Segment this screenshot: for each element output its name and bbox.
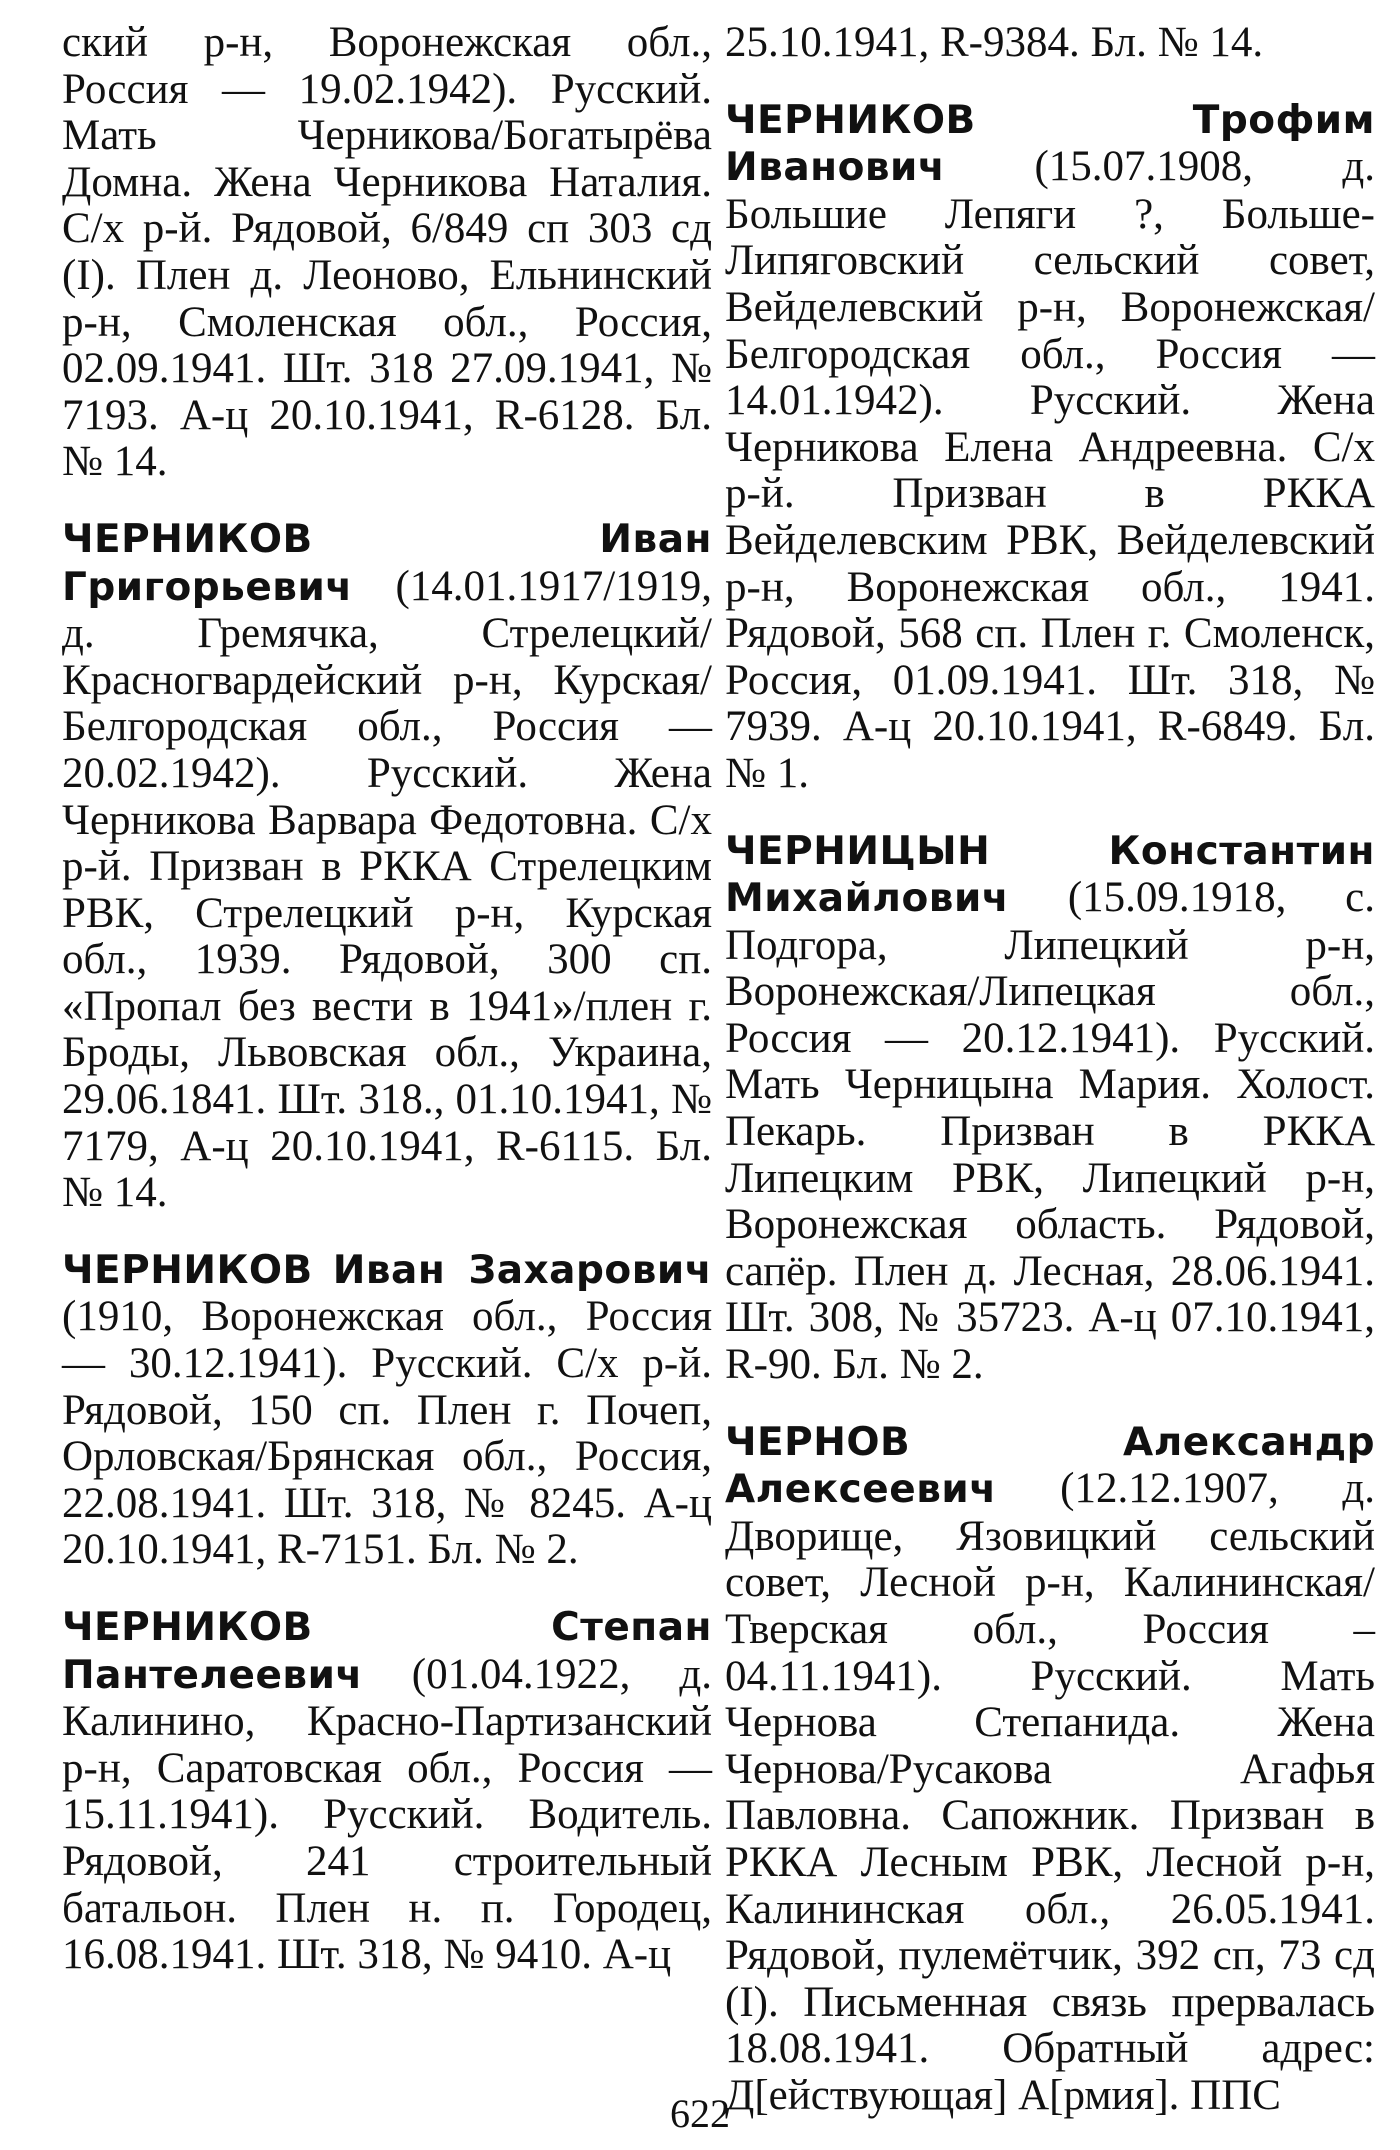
entry-text: (1910, Воронежская обл., Россия — 30.12.1941). Русский. С/х р-й. Рядовой, 150 сп. Плен г. Почеп, Орловская/Брянская обл., Россия, 22.08.1941. Шт. 318, № 8245. А-ц 20.10.1941, R-7151. Бл. № 2. — [62, 1293, 712, 1574]
entry-text: (14.01.1917/1919, д. Гремячка, Стрелецкий/Красногвардейский р-н, Курская/Белгородская обл., Россия — 20.02.1942). Русский. Жена Черникова Варвара Федотовна. С/х р-й. Призван в РККА Стрелецким РВК, Стрелецкий р-н, Курская обл., 1939. Рядовой, 300 сп. «Пропал без вести в 1941»/плен г. Броды, Львовская обл., Украина, 29.06.1841. Шт. 318., 01.10.1941, № 7179, А-ц 20.10.1941, R-6115. Бл. № 14. — [62, 562, 712, 1217]
entry-text: (01.04.1922, д. Калинино, Красно-Партизанский р-н, Саратовская обл., Россия — 15.11.1941). Русский. Водитель. Рядовой, 241 строительный батальон. Плен н. п. Городец, 16.08.1941. Шт. 318, № 9410. А-ц — [62, 1650, 713, 1979]
entry-given-name: Иван Захарович — [332, 1247, 712, 1293]
entry-given-name: Трофим Иванович — [725, 97, 1375, 191]
continued-entry — [62, 20, 712, 486]
entry-given-name: Степан Пантелеевич — [62, 1605, 712, 1698]
entry-chernikov-ivan-grigorievich — [62, 516, 712, 1217]
continued-entry — [725, 20, 1375, 67]
entry-surname: ЧЕРНИКОВ — [62, 1605, 313, 1650]
entry-surname: ЧЕРНИКОВ — [62, 1247, 313, 1293]
left-column — [62, 20, 712, 2009]
entry-text: 25.10.1941, R-9384. Бл. № 14. — [725, 19, 1264, 66]
entry-surname: ЧЕРНОВ — [725, 1419, 911, 1465]
entry-surname: ЧЕРНИКОВ — [725, 97, 976, 143]
page-number: 622 — [670, 2091, 730, 2136]
entry-chernikov-ivan-zakharovich — [62, 1247, 712, 1574]
entry-given-name: Иван Григорьевич — [62, 516, 712, 610]
right-column — [725, 20, 1375, 2150]
entry-text: (15.07.1908, д. Большие Лепяги ?, Больше-Липяговский сельский совет, Вейделевский р-н, Воронежская/Белгородская обл., Россия — 14.01.1942). Русский. Жена Черникова Елена Андреевна. С/х р-й. Призван в РККА Вейделевским РВК, Вейделевский р-н, Воронежская обл., 1941. Рядовой, 568 сп. Плен г. Смоленск, Россия, 01.09.1941. Шт. 318, № 7939. А-ц 20.10.1941, R-6849. Бл. № 1. — [725, 143, 1375, 797]
entry-chernikov-trofim-ivanovich — [725, 97, 1375, 798]
entry-text: (12.12.1907, д. Дворище, Язовицкий сельский совет, Лесной р-н, Калининская/Тверская обл., Россия – 04.11.1941). Русский. Мать Чернова Степанида. Жена Чернова/Русакова Агафья Павловна. Сапожник. Призван в РККА Лесным РВК, Лесной р-н, Калининская обл., 26.05.1941. Рядовой, пулемётчик, 392 сп, 73 сд (I). Письменная связь прервалась 18.08.1941. Обратный адрес: Д[ействующая] А[рмия]. ППС — [725, 1465, 1376, 2119]
entry-text: ский р-н, Воронежская обл., Россия — 19.02.1942). Русский. Мать Черникова/Богатырёва Домна. Жена Черникова Наталия. С/х р-й. Рядовой, 6/849 сп 303 сд (I). Плен д. Леоново, Ельнинский р-н, Смоленская обл., Россия, 02.09.1941. Шт. 318 27.09.1941, № 7193. А-ц 20.10.1941, R-6128. Бл. № 14. — [62, 19, 712, 486]
entry-surname: ЧЕРНИКОВ — [62, 516, 313, 562]
entry-chernov-aleksandr-alekseevich — [725, 1419, 1375, 2120]
entry-chernitsyn-konstantin-mikhailovich — [725, 828, 1375, 1389]
entry-given-name: Александр Алексеевич — [725, 1419, 1375, 1513]
entry-chernikov-stepan-panteleevich — [62, 1604, 712, 1979]
entry-text: (15.09.1918, с. Подгора, Липецкий р-н, Воронежская/Липецкая обл., Россия — 20.12.1941). Русский. Мать Черницына Мария. Холост. Пекарь. Призван в РККА Липецким РВК, Липецкий р-н, Воронежская область. Рядовой, сапёр. Плен д. Лесная, 28.06.1941. Шт. 308, № 35723. А-ц 07.10.1941, R-90. Бл. № 2. — [725, 874, 1376, 1389]
entry-surname: ЧЕРНИЦЫН — [725, 828, 991, 874]
entry-given-name: Константин Михайлович — [725, 828, 1375, 922]
